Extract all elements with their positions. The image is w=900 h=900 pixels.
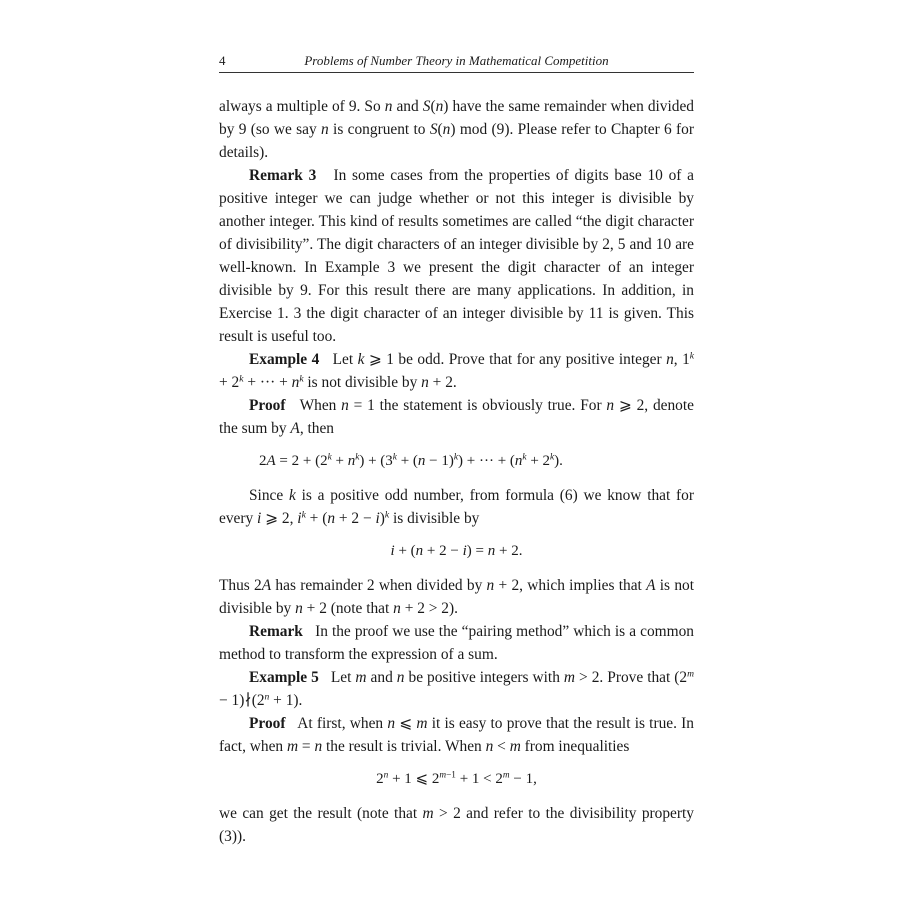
remark-label: Remark xyxy=(249,623,303,640)
remark-3-label: Remark 3 xyxy=(249,167,317,184)
equation-3: $2^n + 1$ ⩽ $2^{m-1} + 1 < 2^m - 1$, xyxy=(376,770,537,787)
body-text xyxy=(219,95,694,848)
proof-2-paragraph: Proof At first, when n ⩽ m it is easy to prove that the result is true. In fact, when m = n the result is trivial. When n < m from inequalities xyxy=(219,715,695,755)
example-4-label: Example 4 xyxy=(249,351,320,368)
proof-1-label: Proof xyxy=(249,397,286,414)
book-page xyxy=(219,50,694,848)
paragraph-since: Since k is a positive odd number, from formula (6) we know that for every i ⩾ 2, $i^k + (n + 2 - i)^k$ is divisible by xyxy=(219,487,694,527)
remark-3-text: In some cases from the properties of digits base 10 of a positive integer we can judge whether or not this integer is divisible by another integer. This kind of results sometimes are called “the digit character of divisibility”. The digit characters of an integer divisible by 2, 5 and 10 are well-known. In Example 3 we present the digit character of an integer divisible by 9. For this result there are many applications. In addition, in Exercise 1. 3 the digit character of an integer divisible by 11 is given. This result is useful too. xyxy=(219,167,694,345)
paragraph-thus: Thus 2A has remainder 2 when divided by n + 2, which implies that A is not divisible by n + 2 (note that n + 2 > 2). xyxy=(219,577,694,617)
page-number: 4 xyxy=(219,53,226,68)
example-4-paragraph: Example 4 Let k ⩾ 1 be odd. Prove that for any positive integer n, $1^k + 2^k$ + ··· + $n^k$ is not divisible by n + 2. xyxy=(219,350,695,391)
paragraph-final: we can get the result (note that m > 2 and refer to the divisibility property (3)). xyxy=(219,805,694,845)
example-5-paragraph: Example 5 Let m and n be positive integers with m > 2. Prove that ($2^m$ − $1)∤(2^n + 1)$. xyxy=(219,668,695,709)
example-5-label: Example 5 xyxy=(249,669,319,686)
remark-paragraph xyxy=(219,620,694,666)
proof-1-paragraph: Proof When n = 1 the statement is obviously true. For n ⩾ 2, denote the sum by A, then xyxy=(219,397,694,437)
remark-text: In the proof we use the “pairing method” which is a common method to transform the expression of a sum. xyxy=(219,623,694,663)
paragraph-continuation: always a multiple of 9. So n and S(n) have the same remainder when divided by 9 (so we say n is congruent to S(n) mod (9). Please refer to Chapter 6 for details). xyxy=(219,98,694,161)
running-header xyxy=(219,50,694,73)
remark-3-paragraph xyxy=(219,164,694,348)
equation-2: i + (n + 2 − i) = n + 2. xyxy=(390,543,523,559)
book-title: Problems of Number Theory in Mathematical Competition xyxy=(304,53,609,68)
equation-1: $2A = 2 + (2^k + n^k) + (3^k + (n - 1)^k)$ + ··· + $(n^k + 2^k)$. xyxy=(259,452,563,469)
proof-2-label: Proof xyxy=(249,715,286,732)
